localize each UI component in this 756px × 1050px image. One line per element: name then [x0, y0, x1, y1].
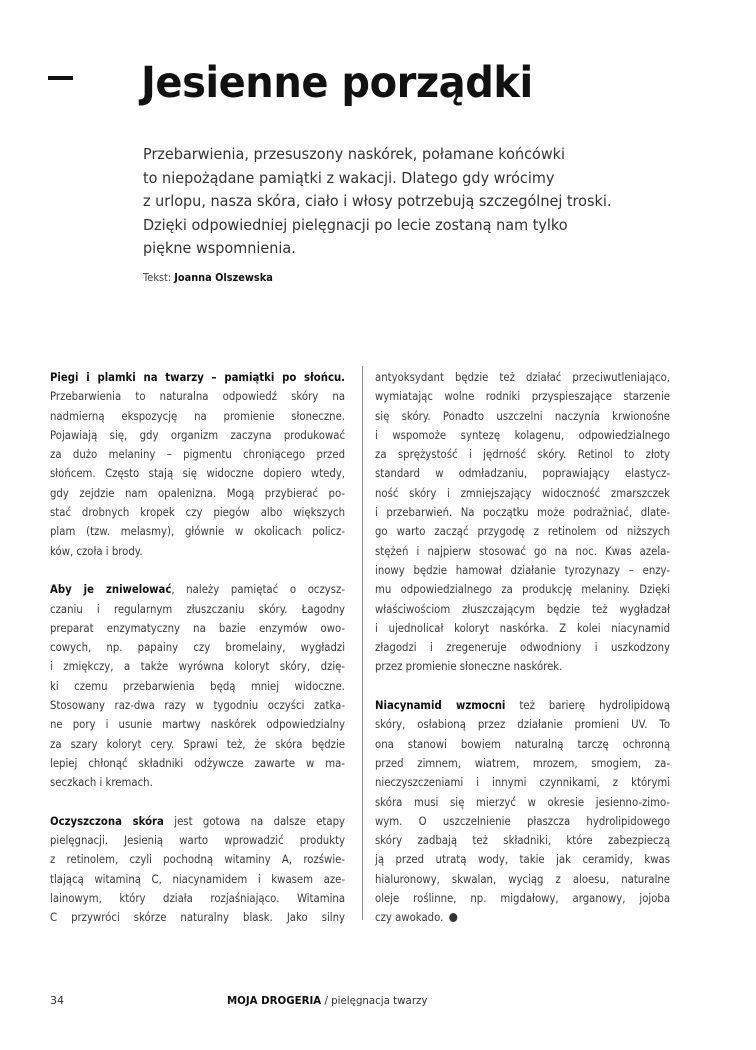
paragraph-heading: Aby je zniwelować [50, 583, 172, 597]
footer-separator: / [321, 994, 332, 1007]
paragraph-niacinamide: Niacynamid wzmocni też barierę hydrolipidową skóry, osłabioną przez działanie promieni UV. To ona stanowi bowiem naturalną tarczę ochronną przed zimnem, wiatrem, mrozem, smogiem, za- nieczyszczeniami i innymi czynnikami, z którymi skóra musi się mierzyć w okresie jesienno-zimo- wym. O uszczelnienie płaszcza hydrolipidowego skóry zadbają też składniki, które zabezpieczą ją przed utratą wody, takie jak ceramidy, kwas hialuronowy, skwalan, wyciąg z aloesu, naturalne oleje roślinne, np. migdałowy, arganowy, jojoba czy awokado. [375, 699, 671, 925]
text-line: przez promienie słoneczne naskórek. [375, 660, 563, 674]
lead-line: to niepożądane pamiątki z wakacji. Dlatego gdy wrócimy [143, 168, 555, 187]
paragraph-clean-skin: Oczyszczona skóra jest gotowa na dalsze etapy pielęgnacji. Jesienią warto wprowadzić produkty z retinolem, czyli pochodną witaminy A, rozświe- tlającą witaminą C, niacynamidem i kwasem aze- lainowym, który działa rozjaśniająco. Witamina C przywróci skórze naturalny blask. Jako silny [50, 812, 345, 928]
paragraph-heading: Oczyszczona skóra [50, 814, 164, 828]
text-line: Stosowany raz-dwa razy w tygodniu oczyści zatka- [50, 699, 346, 713]
text-line: słońcem. Często stają się widoczne dopiero wtedy, [50, 467, 346, 481]
text-line: stężeń i najpierw stosować go na noc. Kwas azela- [375, 544, 671, 558]
text-line: złagodzi i zregeneruje odwodniony i uszkodzony [375, 641, 671, 655]
text-line: tlającą witaminą C, niacynamidem i kwasem aze- [50, 872, 346, 886]
text-line: C przywróci skórze naturalny blask. Jako silny [50, 911, 346, 925]
text-line: oleje roślinne, np. migdałowy, arganowy, jojoba [375, 892, 671, 906]
text-line: za sprężystość i jędrność skóry. Retinol to złoty [375, 448, 671, 462]
text-line: mu odpowiedzialnego za produkcję melaniny. Dzięki [375, 583, 671, 597]
text-line: stać drobnych kropek czy piegów albo większych [50, 506, 346, 520]
text-line: skóra musi się mierzyć w okresie jesienno-zimo- [375, 795, 671, 809]
text-line: lainowym, który działa rozjaśniająco. Witamina [50, 892, 346, 906]
text-line: standard w odmładzaniu, poprawiający elastycz- [375, 467, 671, 481]
byline [143, 272, 273, 284]
text-line: cowych, np. papainy czy bromelainy, wygładzi [50, 641, 346, 655]
text-line: ona stanowi bowiem naturalną tarczę ochronną [375, 737, 671, 751]
text-line: wymiatając wolne rodniki przyspieszające starzenie [375, 390, 671, 404]
text-line: ne pory i usunie martwy naskórek odpowiedzialny [50, 718, 346, 732]
text-line: przed zimnem, wiatrem, mrozem, smogiem, za- [375, 756, 671, 770]
text-line: wym. O uszczelnienie płaszcza hydrolipidowego [375, 814, 671, 828]
text-line: inowy będzie hamował działanie tyrozynazy – enzy- [375, 563, 671, 577]
article-lead [143, 143, 627, 261]
end-of-article-icon [449, 913, 457, 922]
text-line: za dużo melaniny – pigmentu chroniącego przed [50, 448, 346, 462]
lead-line: Przebarwienia, przesuszony naskórek, połamane końcówki [143, 145, 565, 163]
text-line: ków, czoła i brody. [50, 544, 143, 558]
text-line: Pojawiają się, gdy organizm zaczyna produkować [50, 428, 346, 442]
byline-label: Tekst: [143, 272, 172, 284]
text-line: pielęgnacji. Jesienią warto wprowadzić produkty [50, 834, 346, 848]
text-line: go warto zacząć przygodę z retinolem od niższych [375, 525, 671, 539]
text-line: i ujednolicał koloryt naskórka. Z kolei niacynamid [375, 621, 671, 635]
text-line: antyoksydant będzie też działać przeciwutleniająco, [375, 371, 671, 384]
text-line: hialuronowy, skwalan, wyciąg z aloesu, naturalne [375, 872, 671, 886]
page-number: 34 [50, 994, 64, 1007]
article-title: Jesienne porządki [141, 58, 533, 108]
right-column [375, 368, 673, 947]
text-line: gdy zejdzie nam opalenizna. Mogą przybierać po- [50, 486, 346, 500]
text-line: ją przed utratą wody, takie jak ceramidy, kwas [375, 853, 671, 867]
text-line: lepiej chłonąć składniki odżywcze zawarte w ma- [50, 756, 346, 770]
text-line: i wspomoże syntezę kolagenu, odpowiedzialnego [375, 428, 671, 442]
text-line: za szary koloryt cery. Sprawi też, że skóra będzie [50, 737, 346, 751]
text-line: czaniu i regularnym złuszczaniu skóry. Łagodny [50, 602, 346, 616]
paragraph-antioxidant [375, 368, 673, 677]
text-line: preparat enzymatyczny na bazie enzymów owo- [50, 621, 346, 635]
paragraph-heading: Piegi i plamki na twarzy – pamiątki po słońcu. [50, 371, 346, 384]
text-line: nieczyszczeniami i innymi czynnikami, z którymi [375, 776, 671, 790]
text-line: i zmiękczy, a także wyrówna koloryt skóry, dzię- [50, 660, 346, 674]
lead-line: Dzięki odpowiedniej pielęgnacji po lecie zostaną nam tylko [143, 215, 568, 234]
text-line: z retinolem, czyli pochodną witaminy A, rozświe- [50, 853, 346, 867]
lead-line: z urlopu, nasza skóra, ciało i włosy potrzebują szczególnej troski. [143, 192, 612, 211]
paragraph-exfoliation: Aby je zniwelować, należy pamiętać o oczysz- czaniu i regularnym złuszczaniu skóry. Łagodny preparat enzymatyczny na bazie enzymów owo- cowych, np. papainy czy bromelainy, wygładzi i zmiękczy, a także wyrówna koloryt skóry, dzię- ki czemu przebarwienia będą mniej widoczne. Stosowany raz-dwa razy w tygodniu oczyści zatka- ne pory i usunie martwy naskórek odpowiedzialny za szary koloryt cery. Sprawi też, że skóra będzie lepiej chłonąć składniki odżywcze zawarte w ma- seczkach i kremach. [50, 580, 345, 792]
lead-line: piękne wspomnienia. [143, 239, 296, 258]
text-line: i przebarwień. Na początku może podrażniać, dlate- [375, 506, 671, 520]
text-line: właściwościom złuszczającym będzie też wygładzał [375, 602, 671, 616]
text-line: się skóry. Ponadto uszczelni naczynia krwionośne [375, 409, 671, 423]
text-line: plam (tzw. melasmy), głównie w okolicach policz- [50, 525, 346, 539]
left-column [50, 368, 345, 947]
text-line: czy awokado. [375, 911, 444, 925]
text-line: ność skóry i zmniejszający widoczność zmarszczek [375, 486, 671, 500]
magazine-name: MOJA DROGERIA [227, 994, 322, 1007]
section-dash-mark [48, 76, 73, 80]
paragraph-freckles [50, 368, 345, 561]
author-name: Joanna Olszewska [174, 272, 273, 284]
section-name: pielęgnacja twarzy [331, 994, 428, 1007]
text-line: skóry, osłabioną przez działanie promieni UV. To [375, 718, 671, 732]
text-line: ki czemu przebarwienia będą mniej widoczne. [50, 679, 346, 693]
text-line: Przebarwienia to naturalna odpowiedź skóry na [50, 390, 346, 404]
column-divider [362, 366, 363, 920]
paragraph-heading: Niacynamid wzmocni [375, 699, 506, 713]
running-footer [227, 994, 427, 1007]
text-line: skóry zadbają też składniki, które zabezpieczą [375, 834, 671, 848]
text-line: nadmierną ekspozycję na promienie słoneczne. [50, 409, 346, 423]
text-line: seczkach i kremach. [50, 776, 153, 790]
